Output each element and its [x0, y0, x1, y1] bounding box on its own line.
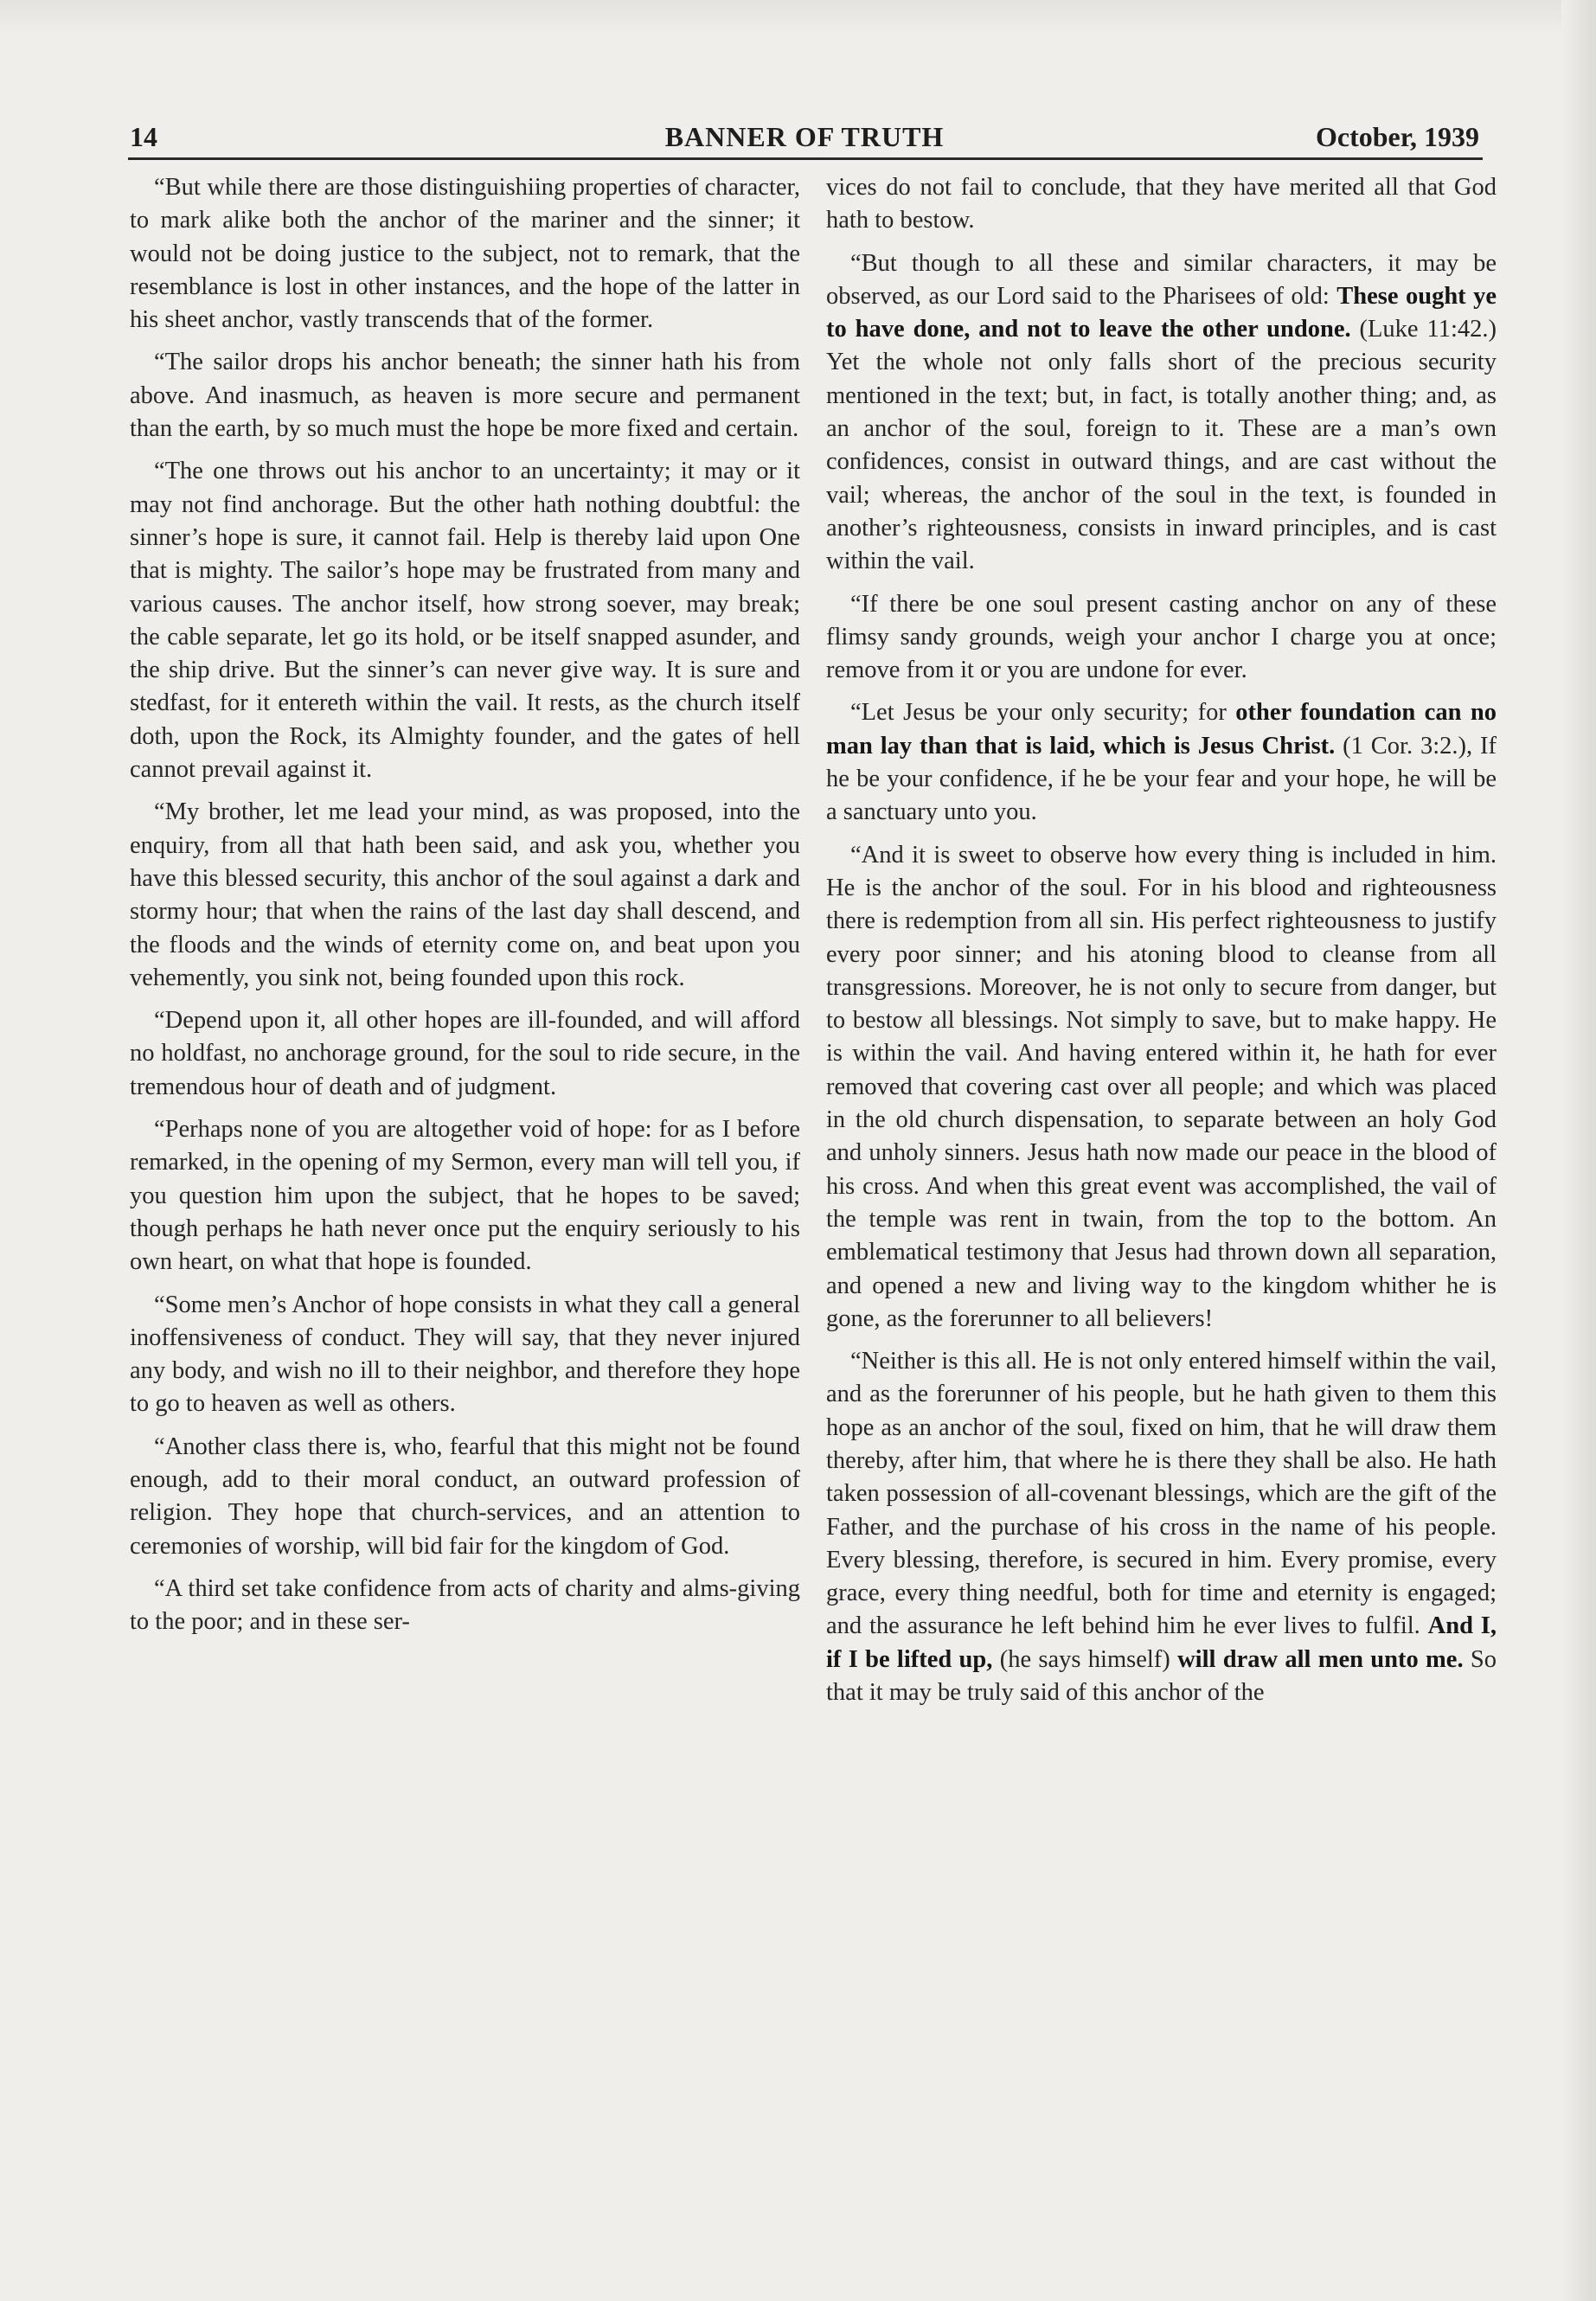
- running-header: [130, 118, 1479, 161]
- scripture-quote: And I, if I be lifted up,: [826, 1612, 1497, 1673]
- paragraph-text: (Luke 11:42.) Yet the whole not only falls short of the precious security mentioned in the text; but, in fact, is totally another thing; and, as an anchor of the soul, foreign to it. These are a man’s own confidences, consist in outward things, and are cast without the vail; whereas, the anchor of the soul in the text, is founded in another’s righteousness, consists in inward principles, and is cast within the vail.: [826, 316, 1497, 575]
- paragraph: “Another class there is, who, fearful that this might not be found enough, add to their moral conduct, an outward profession of religion. They hope that church-services, and an attention to ceremonies of worship, will bid fair for the kingdom of God.: [130, 1433, 800, 1560]
- paragraph: “A third set take confidence from acts of charity and alms-giving to the poor; and in these ser-: [130, 1574, 800, 1636]
- paragraph: “If there be one soul present casting anchor on any of these flimsy sandy grounds, weigh your anchor I charge you at once; remove from it or you are undone for ever.: [826, 590, 1497, 684]
- paragraph: vices do not fail to conclude, that they have merited all that God hath to bestow.: [826, 174, 1497, 234]
- paragraph: “The sailor drops his anchor beneath; the sinner hath his from above. And inasmuch, as heaven is more secure and permanent than the earth, by so much must the hope be more fixed and certain.: [130, 349, 800, 443]
- scripture-quote: These ought ye to have done, and not to leave the other undone.: [826, 282, 1497, 343]
- paragraph-text: (1 Cor. 3:2.), If he be your confidence, if he be your fear and your hope, he will be a sanctuary unto you.: [826, 732, 1497, 826]
- scan-edge-right: [1561, 0, 1596, 2301]
- scripture-quote: other foundation can no man lay than that is laid, which is Jesus Christ.: [826, 699, 1497, 760]
- publication-title: BANNER OF TRUTH: [664, 121, 945, 152]
- paragraph-text: So that it may be truly said of this anchor of the: [826, 1645, 1497, 1707]
- paragraph: “The one throws out his anchor to an uncertainty; it may or it may not find anchorage. But the other hath nothing doubtful: the sinner’s hope is sure, it cannot fail. Help is thereby laid upon One that is mighty. The sailor’s hope may be frustrated from many and various causes. The anchor itself, how strong soever, may break; the cable separate, let go its hold, or be itself snapped asunder, and the ship drive. But the sinner’s can never give way. It is sure and stedfast, for it entereth within the vail. It rests, as the church itself doth, upon the Rock, its Almighty founder, and the gates of hell cannot prevail against it.: [130, 458, 800, 784]
- paragraph: [826, 1345, 1497, 1709]
- paragraph: [826, 696, 1497, 829]
- paragraph-text: “Let Jesus be your only security; for: [850, 699, 1236, 727]
- paragraph: “Depend upon it, all other hopes are ill-founded, and will afford no holdfast, no anchorage ground, for the soul to ride secure, in the tremendous hour of death and of judgment.: [130, 1007, 800, 1100]
- scripture-quote: will draw all men unto me.: [1177, 1645, 1464, 1673]
- paragraph-text: “But though to all these and similar characters, it may be observed, as our Lord said to the Pharisees of old:: [826, 249, 1497, 310]
- paragraph: “Some men’s Anchor of hope consists in what they call a general inoffensiveness of conduct. They will say, that they never injured any body, and wish no ill to their neighbor, and therefore they hope to go to heaven as well as others.: [130, 1291, 800, 1418]
- paragraph: “Perhaps none of you are altogether void of hope: for as I before remarked, in the opening of my Sermon, every man will tell you, if you question him upon the subject, that he hopes to be saved; though perhaps he hath never once put the enquiry seriously to his own heart, on what that hope is founded.: [130, 1116, 800, 1276]
- paragraph-text: “Neither is this all. He is not only entered himself within the vail, and as the forerunner of his people, but he hath given to them this hope as an anchor of the soul, fixed on him, that he will draw them thereby, after him, that where he is there they shall be also. He hath taken possession of all-covenant blessings, which are the gift of the Father, and the purchase of his cross in the name of his people. Every blessing, therefore, is secured in him. Every promise, every grace, every thing needful, both for time and eternity is engaged; and the assurance he left behind him he ever lives to fulfil.: [826, 1348, 1497, 1640]
- right-column: [826, 171, 1497, 2161]
- page-number: 14: [130, 121, 157, 152]
- paragraph: [826, 247, 1497, 579]
- paragraph: “My brother, let me lead your mind, as was proposed, into the enquiry, from all that hath been said, and ask you, whether you have this blessed security, this anchor of the soul against a dark and stormy hour; that when the rains of the last day shall descend, and the floods and the winds of eternity come on, and beat upon you vehemently, you sink not, being founded upon this rock.: [130, 798, 800, 991]
- left-column: [130, 171, 800, 2161]
- issue-date: October, 1939: [1315, 121, 1479, 152]
- paragraph: “And it is sweet to observe how every thing is included in him. He is the anchor of the soul. For in his blood and righteousness there is redemption from all sin. His perfect righteousness to justify every poor sinner; and his atoning blood to cleanse from all transgressions. Moreover, he is not only to secure from danger, but to bestow all blessings. Not simply to save, but to make happy. He is within the vail. And having entered within it, he hath for ever removed that covering cast over all people; and which was placed in the old church dispensation, to separate between an holy God and unholy sinners. Jesus hath now made our peace in the blood of his cross. And when this great event was accomplished, the vail of the temple was rent in twain, from the top to the bottom. An emblematical testimony that Jesus had thrown down all separation, and opened a new and living way to the kingdom whither he is gone, as the forerunner to all believers!: [826, 841, 1497, 1332]
- paragraph: “But while there are those distinguishiing properties of character, to mark alike both the anchor of the mariner and the sinner; it would not be doing justice to the subject, not to remark, that the resemblance is lost in other instances, and the hope of the latter in his sheet anchor, vastly transcends that of the former.: [130, 174, 800, 334]
- paragraph-text: (he says himself): [992, 1645, 1178, 1673]
- scan-edge-top: [0, 0, 1596, 35]
- header-rule: [128, 157, 1483, 160]
